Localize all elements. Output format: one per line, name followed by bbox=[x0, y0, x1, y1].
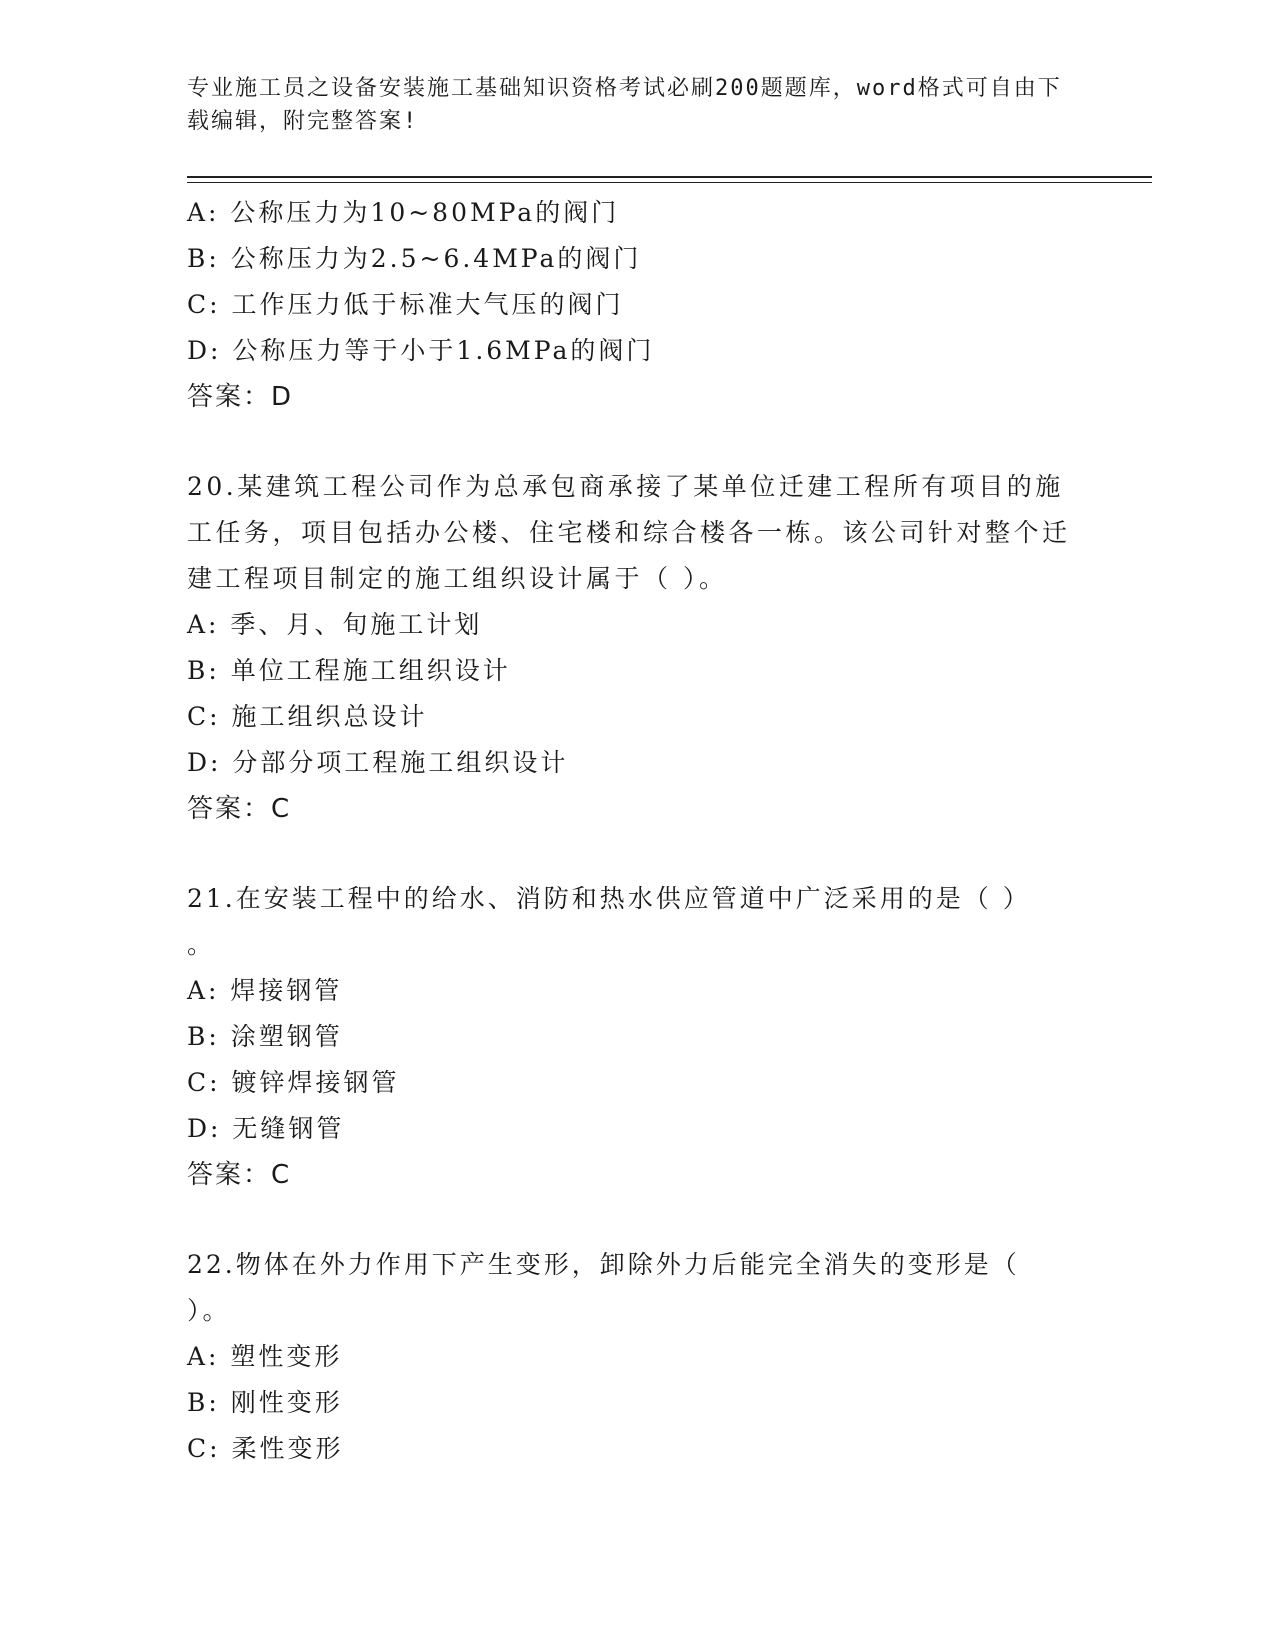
question-text: 22.物体在外力作用下产生变形，卸除外力后能完全消失的变形是（ bbox=[187, 1250, 1020, 1279]
option-c: C: 工作压力低于标准大气压的阀门 bbox=[187, 290, 624, 319]
answer-line: 答案：D bbox=[187, 382, 294, 412]
option-c: C: 柔性变形 bbox=[187, 1434, 344, 1463]
option-b: B: 公称压力为2.5~6.4MPa的阀门 bbox=[187, 244, 642, 273]
header-divider-thick bbox=[187, 176, 1152, 178]
option-a: A: 焊接钢管 bbox=[187, 976, 343, 1005]
option-c: C: 镀锌焊接钢管 bbox=[187, 1068, 400, 1097]
option-a: A: 公称压力为10~80MPa的阀门 bbox=[187, 198, 620, 227]
option-b: B: 刚性变形 bbox=[187, 1388, 343, 1417]
option-c: C: 施工组织总设计 bbox=[187, 702, 428, 731]
question-text-continuation: 。 bbox=[187, 930, 216, 959]
question-text: 21.在安装工程中的给水、消防和热水供应管道中广泛采用的是（ ） bbox=[187, 884, 1031, 913]
option-a: A: 季、月、旬施工计划 bbox=[187, 610, 483, 639]
question-20 bbox=[187, 464, 1087, 832]
option-d: D: 无缝钢管 bbox=[187, 1114, 345, 1143]
answer-line: 答案：C bbox=[187, 794, 292, 824]
option-a: A: 塑性变形 bbox=[187, 1342, 343, 1371]
answer-line: 答案：C bbox=[187, 1160, 292, 1190]
question-text-continuation: ）。 bbox=[187, 1296, 231, 1325]
question-content bbox=[187, 190, 1087, 1472]
question-21 bbox=[187, 876, 1087, 1198]
option-d: D: 公称压力等于小于1.6MPa的阀门 bbox=[187, 336, 655, 365]
question-22 bbox=[187, 1242, 1087, 1472]
question-text: 20.某建筑工程公司作为总承包商承接了某单位迁建工程所有项目的施工任务，项目包括办公楼、住宅楼和综合楼各一栋。该公司针对整个迁建工程项目制定的施工组织设计属于（ ）。 bbox=[187, 472, 1071, 593]
option-b: B: 单位工程施工组织设计 bbox=[187, 656, 511, 685]
document-header: 专业施工员之设备安装施工基础知识资格考试必刷200题题库，word格式可自由下载编辑，附完整答案! bbox=[187, 76, 1062, 134]
option-d: D: 分部分项工程施工组织设计 bbox=[187, 748, 569, 777]
option-b: B: 涂塑钢管 bbox=[187, 1022, 343, 1051]
prev-question-block bbox=[187, 190, 1087, 420]
header-divider-thin bbox=[187, 182, 1152, 183]
